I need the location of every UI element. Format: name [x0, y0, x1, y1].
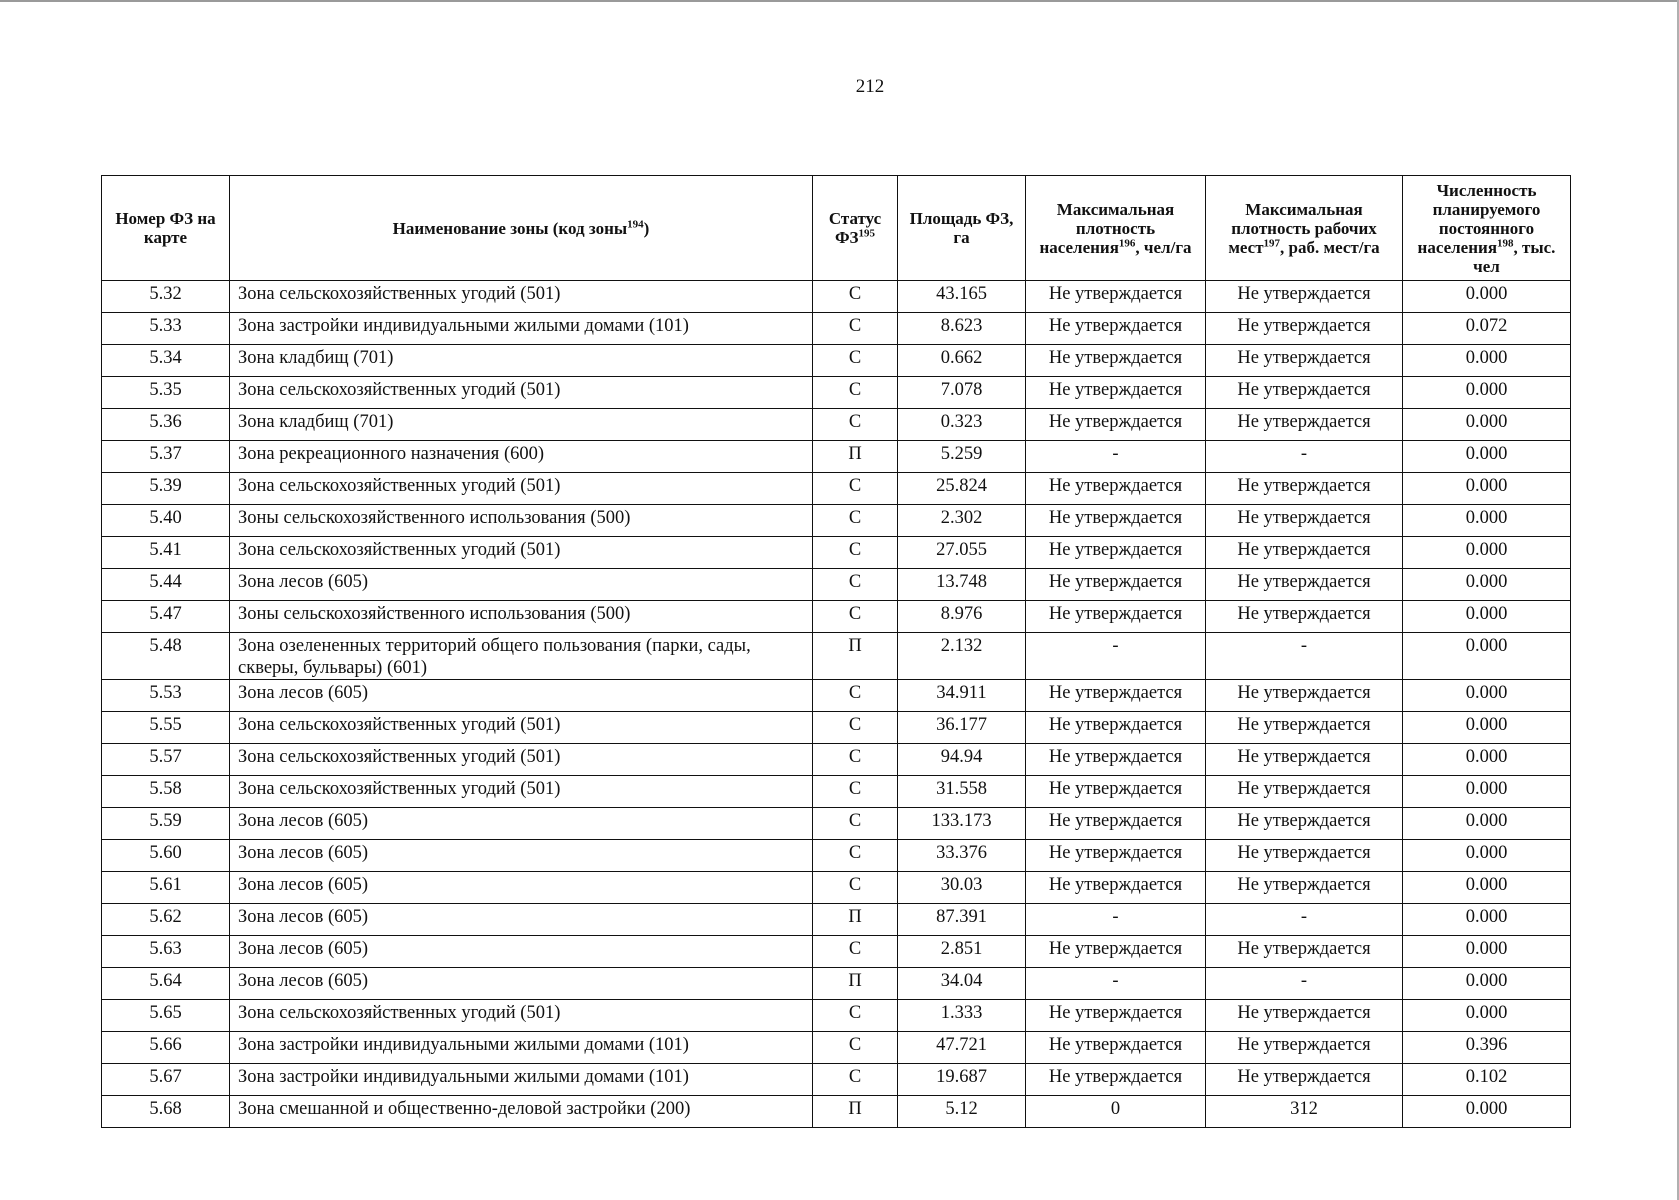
cell-status: С	[813, 808, 898, 840]
cell-zone-name: Зона сельскохозяйственных угодий (501)	[230, 1000, 813, 1032]
table-row	[102, 281, 1571, 313]
cell-status: П	[813, 633, 898, 680]
cell-population: 0.000	[1403, 1096, 1571, 1128]
cell-num: 5.65	[102, 1000, 230, 1032]
cell-zone-name: Зона лесов (605)	[230, 936, 813, 968]
cell-population: 0.000	[1403, 840, 1571, 872]
table-header-row	[102, 176, 1571, 281]
cell-area: 0.662	[898, 345, 1026, 377]
cell-area: 133.173	[898, 808, 1026, 840]
cell-population: 0.000	[1403, 744, 1571, 776]
table-row	[102, 569, 1571, 601]
cell-num: 5.63	[102, 936, 230, 968]
table-row	[102, 1000, 1571, 1032]
cell-job-density: Не утверждается	[1206, 377, 1403, 409]
cell-population: 0.102	[1403, 1064, 1571, 1096]
cell-area: 34.911	[898, 680, 1026, 712]
cell-status: П	[813, 968, 898, 1000]
cell-job-density: Не утверждается	[1206, 1032, 1403, 1064]
table-row	[102, 776, 1571, 808]
cell-status: С	[813, 601, 898, 633]
cell-num: 5.33	[102, 313, 230, 345]
cell-zone-name: Зона кладбищ (701)	[230, 409, 813, 441]
cell-status: С	[813, 1000, 898, 1032]
cell-population: 0.000	[1403, 633, 1571, 680]
cell-job-density: Не утверждается	[1206, 872, 1403, 904]
table-row	[102, 872, 1571, 904]
cell-status: С	[813, 1064, 898, 1096]
cell-pop-density: Не утверждается	[1026, 840, 1206, 872]
cell-status: С	[813, 505, 898, 537]
table-row	[102, 1064, 1571, 1096]
cell-area: 94.94	[898, 744, 1026, 776]
cell-status: С	[813, 840, 898, 872]
cell-pop-density: Не утверждается	[1026, 505, 1206, 537]
cell-area: 47.721	[898, 1032, 1026, 1064]
cell-job-density: Не утверждается	[1206, 936, 1403, 968]
cell-pop-density: Не утверждается	[1026, 473, 1206, 505]
cell-zone-name: Зона лесов (605)	[230, 680, 813, 712]
cell-population: 0.000	[1403, 473, 1571, 505]
table-body	[102, 281, 1571, 1128]
table-row	[102, 744, 1571, 776]
cell-zone-name: Зона сельскохозяйственных угодий (501)	[230, 712, 813, 744]
cell-zone-name: Зона застройки индивидуальными жилыми домами (101)	[230, 1032, 813, 1064]
cell-pop-density: Не утверждается	[1026, 1000, 1206, 1032]
cell-population: 0.000	[1403, 936, 1571, 968]
cell-zone-name: Зона сельскохозяйственных угодий (501)	[230, 281, 813, 313]
cell-area: 19.687	[898, 1064, 1026, 1096]
cell-num: 5.41	[102, 537, 230, 569]
cell-zone-name: Зона лесов (605)	[230, 904, 813, 936]
header-num: Номер ФЗ на карте	[102, 176, 230, 281]
cell-zone-name: Зона лесов (605)	[230, 840, 813, 872]
cell-pop-density: Не утверждается	[1026, 537, 1206, 569]
cell-zone-name: Зона сельскохозяйственных угодий (501)	[230, 776, 813, 808]
cell-zone-name: Зона лесов (605)	[230, 872, 813, 904]
cell-pop-density: Не утверждается	[1026, 808, 1206, 840]
cell-zone-name: Зона сельскохозяйственных угодий (501)	[230, 744, 813, 776]
table-row	[102, 712, 1571, 744]
cell-pop-density: Не утверждается	[1026, 712, 1206, 744]
cell-job-density: Не утверждается	[1206, 473, 1403, 505]
cell-area: 2.132	[898, 633, 1026, 680]
cell-num: 5.37	[102, 441, 230, 473]
cell-pop-density: 0	[1026, 1096, 1206, 1128]
cell-status: П	[813, 441, 898, 473]
cell-area: 31.558	[898, 776, 1026, 808]
cell-population: 0.000	[1403, 1000, 1571, 1032]
cell-status: С	[813, 345, 898, 377]
cell-area: 7.078	[898, 377, 1026, 409]
cell-area: 0.323	[898, 409, 1026, 441]
cell-area: 87.391	[898, 904, 1026, 936]
cell-num: 5.66	[102, 1032, 230, 1064]
header-area: Площадь ФЗ, га	[898, 176, 1026, 281]
cell-num: 5.47	[102, 601, 230, 633]
cell-population: 0.000	[1403, 808, 1571, 840]
cell-job-density: -	[1206, 633, 1403, 680]
cell-status: П	[813, 1096, 898, 1128]
cell-job-density: Не утверждается	[1206, 840, 1403, 872]
cell-pop-density: -	[1026, 441, 1206, 473]
cell-area: 13.748	[898, 569, 1026, 601]
cell-area: 2.302	[898, 505, 1026, 537]
cell-status: С	[813, 569, 898, 601]
cell-area: 30.03	[898, 872, 1026, 904]
header-pop-density: Максимальная плотность населения$^{196}$, чел/га	[1026, 176, 1206, 281]
cell-num: 5.58	[102, 776, 230, 808]
table-row	[102, 313, 1571, 345]
cell-pop-density: Не утверждается	[1026, 409, 1206, 441]
cell-job-density: Не утверждается	[1206, 744, 1403, 776]
cell-population: 0.000	[1403, 441, 1571, 473]
page-top-edge	[0, 0, 1679, 2]
cell-pop-density: Не утверждается	[1026, 601, 1206, 633]
cell-num: 5.48	[102, 633, 230, 680]
cell-zone-name: Зона рекреационного назначения (600)	[230, 441, 813, 473]
cell-job-density: Не утверждается	[1206, 505, 1403, 537]
table-row	[102, 633, 1571, 680]
cell-job-density: Не утверждается	[1206, 281, 1403, 313]
cell-zone-name: Зона лесов (605)	[230, 808, 813, 840]
cell-zone-name: Зона застройки индивидуальными жилыми домами (101)	[230, 1064, 813, 1096]
cell-job-density: Не утверждается	[1206, 712, 1403, 744]
cell-pop-density: -	[1026, 633, 1206, 680]
cell-area: 5.259	[898, 441, 1026, 473]
page-number: 212	[855, 76, 885, 97]
cell-job-density: Не утверждается	[1206, 680, 1403, 712]
cell-population: 0.000	[1403, 409, 1571, 441]
cell-population: 0.000	[1403, 505, 1571, 537]
cell-job-density: Не утверждается	[1206, 1064, 1403, 1096]
cell-area: 25.824	[898, 473, 1026, 505]
cell-zone-name: Зона лесов (605)	[230, 968, 813, 1000]
cell-pop-density: Не утверждается	[1026, 872, 1206, 904]
cell-num: 5.34	[102, 345, 230, 377]
cell-num: 5.67	[102, 1064, 230, 1096]
cell-zone-name: Зона сельскохозяйственных угодий (501)	[230, 377, 813, 409]
cell-pop-density: Не утверждается	[1026, 345, 1206, 377]
cell-zone-name: Зона кладбищ (701)	[230, 345, 813, 377]
cell-status: С	[813, 776, 898, 808]
cell-num: 5.39	[102, 473, 230, 505]
cell-job-density: Не утверждается	[1206, 776, 1403, 808]
header-name: Наименование зоны (код зоны$^{194}$)	[230, 176, 813, 281]
cell-area: 8.623	[898, 313, 1026, 345]
cell-area: 1.333	[898, 1000, 1026, 1032]
cell-num: 5.35	[102, 377, 230, 409]
cell-population: 0.000	[1403, 904, 1571, 936]
cell-pop-density: Не утверждается	[1026, 744, 1206, 776]
cell-zone-name: Зона сельскохозяйственных угодий (501)	[230, 537, 813, 569]
cell-num: 5.53	[102, 680, 230, 712]
cell-num: 5.64	[102, 968, 230, 1000]
cell-pop-density: -	[1026, 904, 1206, 936]
cell-status: С	[813, 377, 898, 409]
table-row	[102, 1032, 1571, 1064]
cell-num: 5.40	[102, 505, 230, 537]
cell-pop-density: Не утверждается	[1026, 1032, 1206, 1064]
cell-status: П	[813, 904, 898, 936]
cell-pop-density: Не утверждается	[1026, 936, 1206, 968]
table-row	[102, 968, 1571, 1000]
cell-status: С	[813, 409, 898, 441]
cell-status: С	[813, 680, 898, 712]
cell-job-density: Не утверждается	[1206, 808, 1403, 840]
cell-status: С	[813, 473, 898, 505]
cell-job-density: -	[1206, 441, 1403, 473]
cell-num: 5.36	[102, 409, 230, 441]
cell-population: 0.000	[1403, 537, 1571, 569]
cell-job-density: Не утверждается	[1206, 345, 1403, 377]
header-job-density: Максимальная плотность рабочих мест$^{197}$, раб. мест/га	[1206, 176, 1403, 281]
cell-pop-density: Не утверждается	[1026, 1064, 1206, 1096]
table-row	[102, 904, 1571, 936]
cell-num: 5.60	[102, 840, 230, 872]
table-row	[102, 505, 1571, 537]
cell-job-density: Не утверждается	[1206, 601, 1403, 633]
cell-pop-density: -	[1026, 968, 1206, 1000]
cell-job-density: -	[1206, 968, 1403, 1000]
cell-zone-name: Зоны сельскохозяйственного использования (500)	[230, 505, 813, 537]
cell-status: С	[813, 1032, 898, 1064]
header-status: Статус ФЗ$^{195}$	[813, 176, 898, 281]
cell-pop-density: Не утверждается	[1026, 680, 1206, 712]
cell-job-density: -	[1206, 904, 1403, 936]
cell-status: С	[813, 936, 898, 968]
cell-job-density: Не утверждается	[1206, 313, 1403, 345]
table-row	[102, 473, 1571, 505]
cell-population: 0.000	[1403, 281, 1571, 313]
cell-population: 0.000	[1403, 680, 1571, 712]
cell-zone-name: Зона сельскохозяйственных угодий (501)	[230, 473, 813, 505]
cell-num: 5.68	[102, 1096, 230, 1128]
cell-population: 0.000	[1403, 345, 1571, 377]
cell-population: 0.000	[1403, 776, 1571, 808]
cell-area: 34.04	[898, 968, 1026, 1000]
cell-zone-name: Зона озелененных территорий общего пользования (парки, сады, скверы, бульвары) (601)	[230, 633, 813, 680]
table-row	[102, 808, 1571, 840]
cell-area: 36.177	[898, 712, 1026, 744]
header-population: Численность планируемого постоянного населения$^{198}$, тыс. чел	[1403, 176, 1571, 281]
cell-job-density: 312	[1206, 1096, 1403, 1128]
cell-area: 8.976	[898, 601, 1026, 633]
cell-num: 5.55	[102, 712, 230, 744]
cell-job-density: Не утверждается	[1206, 409, 1403, 441]
table-row	[102, 441, 1571, 473]
cell-population: 0.000	[1403, 872, 1571, 904]
table-row	[102, 1096, 1571, 1128]
table-row	[102, 601, 1571, 633]
cell-area: 5.12	[898, 1096, 1026, 1128]
cell-population: 0.000	[1403, 377, 1571, 409]
cell-status: С	[813, 313, 898, 345]
table-row	[102, 936, 1571, 968]
cell-num: 5.44	[102, 569, 230, 601]
cell-status: С	[813, 744, 898, 776]
cell-population: 0.000	[1403, 601, 1571, 633]
table-row	[102, 377, 1571, 409]
cell-num: 5.62	[102, 904, 230, 936]
cell-status: С	[813, 537, 898, 569]
table-row	[102, 840, 1571, 872]
cell-area: 43.165	[898, 281, 1026, 313]
cell-num: 5.57	[102, 744, 230, 776]
cell-job-density: Не утверждается	[1206, 537, 1403, 569]
cell-num: 5.32	[102, 281, 230, 313]
cell-pop-density: Не утверждается	[1026, 776, 1206, 808]
cell-job-density: Не утверждается	[1206, 569, 1403, 601]
cell-job-density: Не утверждается	[1206, 1000, 1403, 1032]
cell-zone-name: Зоны сельскохозяйственного использования (500)	[230, 601, 813, 633]
cell-area: 27.055	[898, 537, 1026, 569]
table-row	[102, 537, 1571, 569]
cell-area: 2.851	[898, 936, 1026, 968]
table-row	[102, 345, 1571, 377]
cell-status: С	[813, 712, 898, 744]
cell-zone-name: Зона застройки индивидуальными жилыми домами (101)	[230, 313, 813, 345]
cell-zone-name: Зона лесов (605)	[230, 569, 813, 601]
cell-pop-density: Не утверждается	[1026, 377, 1206, 409]
cell-population: 0.000	[1403, 569, 1571, 601]
zones-table	[101, 175, 1571, 1128]
cell-population: 0.000	[1403, 712, 1571, 744]
cell-population: 0.396	[1403, 1032, 1571, 1064]
cell-population: 0.072	[1403, 313, 1571, 345]
table-row	[102, 680, 1571, 712]
cell-num: 5.59	[102, 808, 230, 840]
cell-pop-density: Не утверждается	[1026, 281, 1206, 313]
cell-pop-density: Не утверждается	[1026, 313, 1206, 345]
cell-num: 5.61	[102, 872, 230, 904]
cell-status: С	[813, 281, 898, 313]
table-row	[102, 409, 1571, 441]
cell-pop-density: Не утверждается	[1026, 569, 1206, 601]
cell-status: С	[813, 872, 898, 904]
cell-zone-name: Зона смешанной и общественно-деловой застройки (200)	[230, 1096, 813, 1128]
cell-population: 0.000	[1403, 968, 1571, 1000]
cell-area: 33.376	[898, 840, 1026, 872]
